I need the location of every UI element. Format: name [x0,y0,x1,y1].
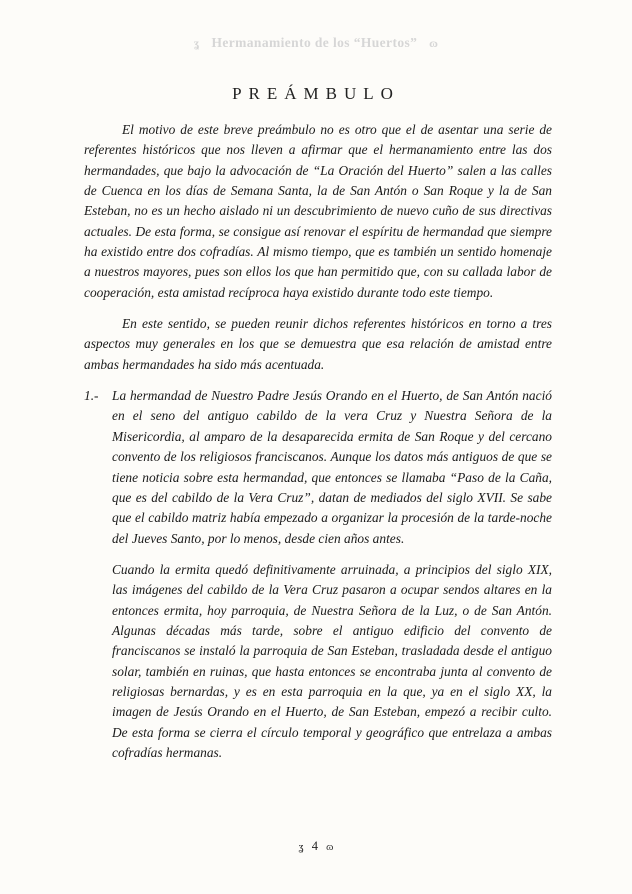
right-ornament-icon: ɷ [429,36,439,50]
footer-right-ornament-icon: ɷ [326,841,334,853]
page-title: PREÁMBULO [232,84,400,103]
list-item-text: La hermandad de Nuestro Padre Jesús Orando en el Huerto, de San Antón nació en el seno del antiguo cabildo de la vera Cruz y Nuestra Señora de la Misericordia, al amparo de la desaparecida ermita de San Roque y del cercano convento de los religiosos franciscanos. Aunque los datos más antiguos de que se tiene noticia sobre esta hermandad, que entonces se llamaba “Paso de la Caña, que es del cabildo de la Vera Cruz”, datan de mediados del siglo XVII. Se sabe que el cabildo matriz había empezado a organizar la procesión de la tarde-noche del Jueves Santo, por lo menos, desde cien años antes. [112,388,552,546]
body-text [84,120,552,763]
footer-left-ornament-icon: ʓ [298,841,304,853]
list-item-1 [84,386,552,549]
paragraph-intro: El motivo de este breve preámbulo no es otro que el de asentar una serie de referentes históricos que nos lleven a afirmar que el hermanamiento entre las dos hermandades, que bajo la advocación de “La Oración del Huerto” salen a las calles de Cuenca en los días de Semana Santa, la de San Antón o San Roque y la de San Esteban, no es un hecho aislado ni un descubrimiento de nuevo cuño de sus directivas actuales. De esta forma, se consigue así renovar el espíritu de hermandad que siempre ha existido entre dos cofradías. Al mismo tiempo, que es también un sentido homenaje a nuestros mayores, pues son ellos los que han permitido que, con su callada labor de cooperación, esta amistad recíproca haya existido durante todo este tiempo. [84,122,552,300]
list-item-number: 1.- [84,388,99,404]
left-ornament-icon: ʓ [193,36,200,50]
running-header [0,35,632,51]
list-item-continuation: Cuando la ermita quedó definitivamente arruinada, a principios del siglo XIX, las imágenes del cabildo de la Vera Cruz pasaron a ocupar sendos altares en la entonces ermita, hoy parroquia, de Nuestra Señora de la Luz, o de San Antón. Algunas décadas más tarde, sobre el antiguo edificio del convento de franciscanos se instaló la parroquia de San Esteban, trasladada desde el antiguo solar, también en ruinas, que hasta entonces se encontraba junta al convento de religiosas bernardas, y es en esta parroquia en la que, ya en el siglo XX, la imagen de Jesús Orando en el Huerto, de San Esteban, empezó a recibir culto. De esta forma se cierra el círculo temporal y geográfico que entrelaza a ambas cofradías hermanas. [112,561,552,760]
page-footer [0,839,632,854]
running-title: Hermanamiento de los “Huertos” [211,35,418,50]
paragraph-context: En este sentido, se pueden reunir dichos referentes históricos en torno a tres aspectos muy generales en los que se demuestra que esa relación de amistad entre ambas hermandades ha sido más acentuada. [84,316,552,372]
page-number: 4 [311,839,318,853]
